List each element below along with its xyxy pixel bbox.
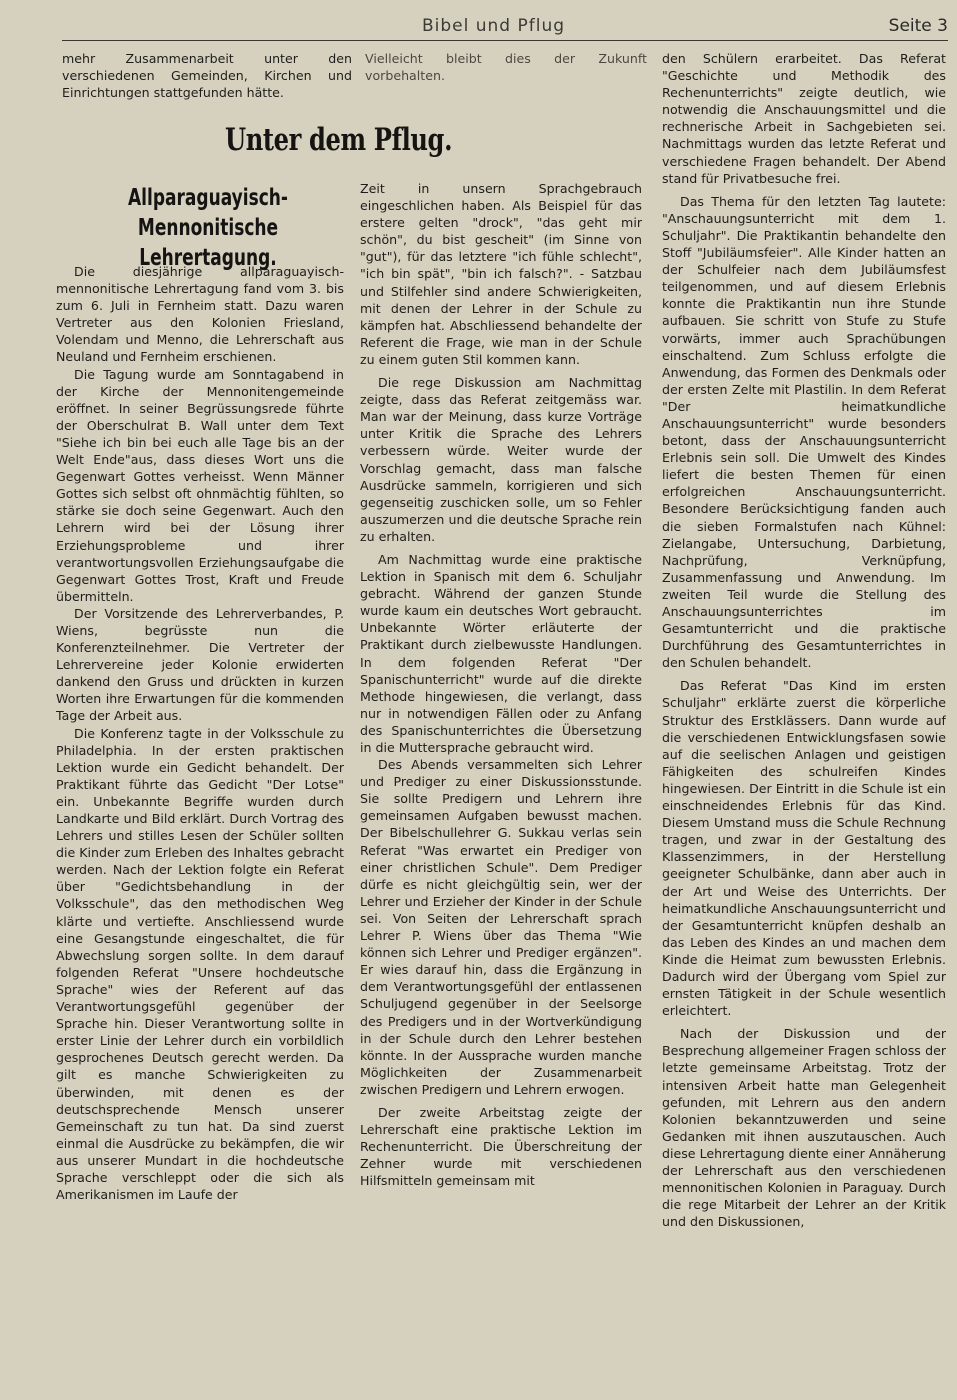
article-column-1 bbox=[56, 263, 344, 1343]
paragraph: Nach der Diskussion und der Besprechung allgemeiner Fragen schloss der letzte gemeinsame Arbeitstag. Trotz der intensiven Arbeit hatte man Gelegenheit gefunden, mit Lehrern aus den andern Kolonien bekanntzuwerden und seine Gedanken mit ihnen auszutauschen. Auch diese Lehrertagung diente einer Annäherung der Lehrerschaft aus den verschiedenen mennonitischen Kolonien in Paraguay. Durch die rege Mitarbeit der Lehrer an der Kritik und den Diskussionen, bbox=[662, 1026, 946, 1230]
continued-text-left bbox=[62, 50, 352, 105]
paragraph: Die Tagung wurde am Sonntagabend in der Kirche der Mennonitengemeinde eröffnet. In seiner Begrüssungsrede führte der Oberschulrat B. Wall unter dem Text "Siehe ich bin bei euch alle Tage bis an der Welt Ende"aus, dass dieses Wort uns die Gegenwart Gottes verheisst. Wenn Männer Gottes sich selbst oft ohnmächtig fühlten, so stärke sie doch seine Gegenwart. Auch den Lehrern wird bei der Lösung ihrer Erziehungsprobleme und ihrer verantwortungsvollen Erziehungsaufgabe die Gegenwart Gottes Trost, Kraft und Freude übermitteln. bbox=[56, 366, 344, 604]
paragraph: Das Referat "Das Kind im ersten Schuljahr" erklärte zuerst die körperliche Struktur des Erstklässers. Dann wurde auf die verschiedenen Entwicklungsfasen sowie auf die seelischen Anlagen und geistigen Fähigkeiten des schulreifen Kindes hingewiesen. Der Eintritt in die Schule ist ein einschneidendes Erlebnis für das Kind. Diesem Umstand muss die Schule Rechnung tragen, und zwar in der Gestaltung des Klassenzimmers, in der Herstellung geeigneter Schulbänke, dann aber auch in der Art und Weise des Unterrichts. Der heimatkundliche Anschauungsunterricht und der Gesamtunterricht knüpfen deshalb an das Leben des Kindes an und machen dem Kinde die Heimat zum bewussten Erlebnis. Dadurch wird der Übergang vom Spiel zur ernsten Tätigkeit in der Schule wesentlich erleichtert. bbox=[662, 678, 946, 1019]
paragraph: Die rege Diskussion am Nachmittag zeigte, dass das Referat zeitgemäss war. Man war der Meinung, dass kurze Vorträge unter Kritik die Sprache des Lehrers verbessern würde. Weiter wurde der Vorschlag gemacht, dass man falsche Ausdrücke sammeln, korrigieren und sich gegenseitig zuschicken solle, um so Fehler auszumerzen und die deutsche Sprache rein zu erhalten. bbox=[360, 375, 642, 544]
continued-text-middle bbox=[365, 50, 647, 90]
paragraph: Der Vorsitzende des Lehrerverbandes, P. Wiens, begrüsste nun die Konferenzteilnehmer. Die Vertreter der Lehrervereine jeder Kolonie erwiderten dankend den Gruss und drückten in kurzen Worten ihre Erwartungen für die kommenden Tage der Arbeit aus. bbox=[56, 605, 344, 724]
running-header bbox=[62, 14, 948, 41]
article-column-3 bbox=[662, 50, 946, 1343]
paragraph: Am Nachmittag wurde eine praktische Lektion in Spanisch mit dem 6. Schuljahr gebracht. Während der ganzen Stunde wurde kaum ein deutsches Wort gebraucht. Unbekannte Wörter erläuterte der Praktikant durch zielbewusste Handlungen. In dem folgenden Referat "Der Spanischunterricht" wurde auf die direkte Methode hingewiesen, die verlangt, dass nur in notwendigen Fällen oder zu Anfang des Spanischunterrichtes die Übersetzung in die Muttersprache gebraucht wird. bbox=[360, 551, 642, 755]
section-title: Unter dem Pflug. bbox=[225, 122, 453, 158]
running-title: Bibel und Pflug bbox=[422, 16, 566, 36]
paragraph: Der zweite Arbeitstag zeigte der Lehrerschaft eine praktische Lektion im Rechenunterricht. Die Überschreitung der Zehner wurde mit verschiedenen Hilfsmitteln gemeinsam mit bbox=[360, 1104, 642, 1189]
article-title: Allparaguayisch-Mennonitische Lehrertagung. bbox=[128, 185, 288, 271]
paragraph: Zeit in unsern Sprachgebrauch eingeschlichen haben. Als Beispiel für das erstere gelten "drock", "das geht mir schön", du bist gescheit" (im Sinne von "gut"), für das letztere "ich fühle schlecht", "ich bin spät", "bin ich falsch?". - Satzbau und Stilfehler sind andere Schwierigkeiten, mit denen der Lehrer in der Schule zu kämpfen hat. Abschliessend behandelte der Referent die Frage, wie man in der Schule zu einem guten Stil kommen kann. bbox=[360, 181, 642, 367]
paragraph: den Schülern erarbeitet. Das Referat "Geschichte und Methodik des Rechenunterrichts" zeigte deutlich, wie notwendig die Anschauungsmittel und die rechnerische Arbeit in Sachgebieten sei. Nachmittags wurden das letzte Referat und verschiedene Fragen behandelt. Der Abend stand für Privatbesuche frei. bbox=[662, 51, 946, 186]
continued-paragraph-middle: Vielleicht bleibt dies der Zukunft vorbehalten. bbox=[365, 51, 647, 84]
paragraph: Des Abends versammelten sich Lehrer und Prediger zu einer Diskussionsstunde. Sie sollte Predigern und Lehrern ihre gemeinsamen Aufgaben bewusst machen. Der Bibelschullehrer G. Sukkau verlas sein Referat "Was erwartet ein Prediger von einer christlichen Schule". Dem Prediger dürfe es nicht gleichgültig sein, wer der Lehrer und Erzieher der Kinder in der Schule sei. Von Seiten der Lehrerschaft sprach Lehrer P. Wiens über das Thema "Wie können sich Lehrer und Prediger ergänzen". Er wies darauf hin, dass die Ergänzung in dem Verantwortungsgefühl der entlassenen Schuljugend gegenüber in der Seelsorge des Predigers und in der Wortverkündigung in der Schule durch den Lehrer bestehen könnte. In der Aussprache wurden manche Möglichkeiten der Zusammenarbeit zwischen Predigern und Lehrern erwogen. bbox=[360, 757, 642, 1097]
paragraph: Die Konferenz tagte in der Volksschule zu Philadelphia. In der ersten praktischen Lektion wurde ein Gedicht behandelt. Der Praktikant führte das Gedicht "Der Lotse" ein. Unbekannte Begriffe wurden durch Landkarte und Bild erklärt. Durch Vortrag des Lehrers und stilles Lesen der Schüler sollten die Kinder zum Erleben des Inhaltes gebracht werden. Nach der Lektion folgte ein Referat über "Gedichtsbehandlung in der Volksschule", das den methodischen Weg klärte und vertiefte. Anschliessend wurde eine Gesangstunde eingeschaltet, die für Abwechslung sorgen sollte. In dem darauf folgenden Referat "Unsere hochdeutsche Sprache" wies der Referent auf das Verantwortungsgefühl gegenüber der Sprache hin. Dieser Verantwortung sollte in erster Linie der Lehrer durch ein vorbildlich gesprochenes Deutsch gerecht werden. Da gilt es manche Schwierigkeiten zu überwinden, mit denen es der deutschsprechende Mensch unserer Gemeinschaft zu tun hat. Da sind zuerst einmal die Ausdrücke zu bekämpfen, die wir aus unserer Mundart in die hochdeutsche Sprache verschleppt oder die sich als Amerikanismen im Laufe der bbox=[56, 725, 344, 1203]
paragraph: Das Thema für den letzten Tag lautete: "Anschauungsunterricht mit dem 1. Schuljahr". Die Praktikantin behandelte den Stoff "Jubiläumsfeier". Alle Kinder hatten an der Schulfeier nach dem Jubiläumsfest teilgenommen, und auf diesem Erlebnis konnte die Praktikantin nun ihre Stunde aufbauen. Sie schritt von Stufe zu Stufe vorwärts, immer auch Sprachübungen einschaltend. Zum Schluss erfolgte die Anwendung, das Formen des Denkmals oder der ersten Zelte mit Plastilin. In dem Referat "Der heimatkundliche Anschauungsunterricht" wurde besonders betont, dass der Anschauungsunterricht Erlebnis sein soll. Die Umwelt des Kindes liefert die besten Themen für einen erfolgreichen Anschauungsunterricht. Besondere Berücksichtigung fanden auch die sieben Formalstufen nach Kühnel: Zielangabe, Untersuchung, Darbietung, Nachprüfung, Verknüpfung, Zusammenfassung und Anwendung. Im zweiten Teil wurde die Stellung des Anschauungsunterrichtes im Gesamtunterricht und die praktische Durchführung des Gesamtunterrichtes in den Schulen behandelt. bbox=[662, 193, 946, 671]
paragraph: Die diesjährige allparaguayisch-mennonitische Lehrertagung fand vom 3. bis zum 6. Juli in Fernheim statt. Dazu waren Vertreter aus den Kolonien Friesland, Volendam und Menno, die Lehrerschaft aus Neuland und Fernheim erschienen. bbox=[56, 264, 344, 365]
article-column-2 bbox=[360, 180, 642, 1343]
continued-paragraph-left: mehr Zusammenarbeit unter den verschiedenen Gemeinden, Kirchen und Einrichtungen stattgefunden hätte. bbox=[62, 51, 352, 101]
page-number: Seite 3 bbox=[888, 16, 948, 36]
